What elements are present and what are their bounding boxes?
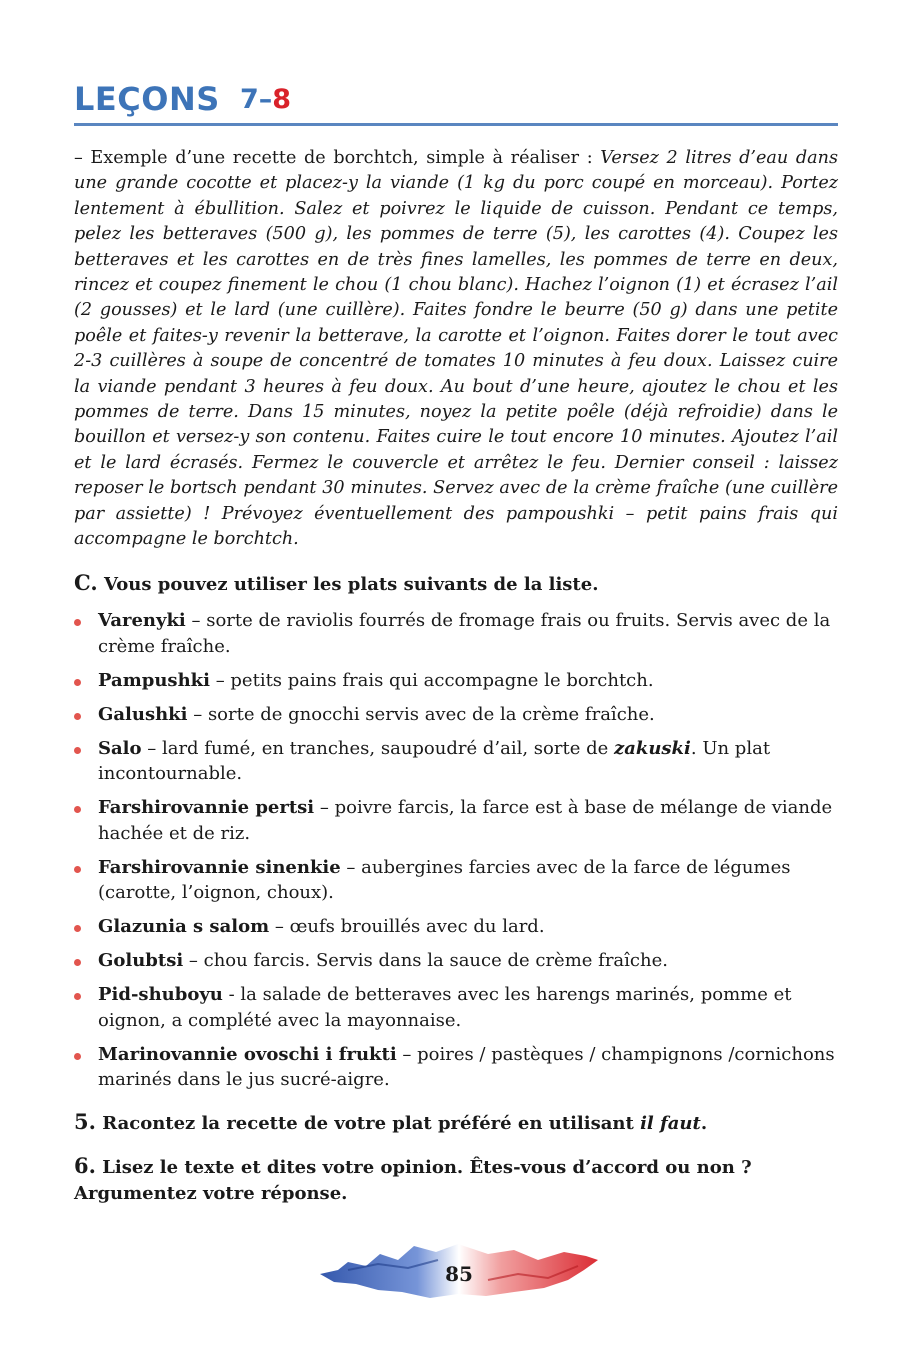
task-5-number: 5. (74, 1109, 96, 1134)
lesson-numbers (240, 84, 291, 115)
bullet-icon (74, 866, 81, 873)
list-item (74, 736, 838, 787)
task-6-text: Lisez le texte et dites votre opinion. Êtes-vous d’accord ou non ? Argumentez votre réponse. (74, 1157, 752, 1204)
task-5 (74, 1109, 838, 1137)
recipe-paragraph (74, 146, 838, 553)
header-rule (74, 123, 838, 126)
lesson-start: 7– (240, 84, 273, 115)
section-c-text: Vous pouvez utiliser les plats suivants de la liste. (103, 574, 599, 595)
dish-desc: – sorte de gnocchi servis avec de la crème fraîche. (187, 703, 655, 725)
bullet-icon (74, 679, 81, 686)
dish-desc: – œufs brouillés avec du lard. (269, 916, 545, 937)
lesson-title: LEÇONS (74, 80, 220, 118)
list-item (74, 855, 838, 906)
bullet-icon (74, 1053, 81, 1060)
bullet-icon (74, 619, 81, 626)
task-5-text: Racontez la recette de votre plat préféré en utilisant (95, 1113, 641, 1134)
dish-desc: – poivre farcis, la farce est à base de mélange de viande hachée et de riz. (98, 797, 833, 844)
dish-name: Varenyki (98, 610, 186, 631)
dish-name: Salo (98, 737, 142, 759)
bullet-icon (74, 713, 81, 720)
list-item (74, 668, 838, 694)
dish-name: Farshirovannie pertsi (98, 797, 315, 818)
dish-emphasis: zakuski (613, 737, 691, 759)
dish-name: Glazunia s salom (98, 916, 270, 937)
bullet-icon (74, 993, 81, 1000)
bullet-icon (74, 806, 81, 813)
bullet-icon (74, 925, 81, 932)
task-6-number: 6. (74, 1153, 96, 1178)
dish-name: Marinovannie ovoschi i frukti (98, 1043, 397, 1065)
lesson-end: 8 (272, 84, 292, 115)
task-5-emphasis: il faut (640, 1113, 701, 1134)
dish-desc: – chou farcis. Servis dans la sauce de crème fraîche. (183, 950, 668, 971)
dish-desc: – lard fumé, en tranches, saupoudré d’ail, sorte de (141, 737, 614, 759)
list-item (74, 948, 838, 974)
dish-desc: – aubergines farcies avec de la farce de légumes (carotte, l’oignon, choux). (98, 856, 791, 903)
bullet-icon (74, 747, 81, 754)
dish-name: Galushki (98, 703, 188, 725)
bullet-icon (74, 959, 81, 966)
dish-desc: – sorte de raviolis fourrés de fromage frais ou fruits. Servis avec de la crème fraîche. (98, 610, 831, 657)
dish-desc-tail: . Un plat incontournable. (98, 737, 771, 784)
task-5-tail: . (700, 1113, 708, 1134)
list-item (74, 795, 838, 846)
list-item (74, 982, 838, 1033)
dish-name: Farshirovannie sinenkie (98, 856, 341, 878)
recipe-lead: – Exemple d’une recette de borchtch, simple à réaliser : (74, 148, 601, 168)
section-c-letter: C. (74, 570, 98, 595)
dish-desc: – poires / pastèques / champignons /cornichons marinés dans le jus sucré-aigre. (98, 1043, 835, 1090)
dish-name: Pampushki (98, 669, 210, 691)
task-6 (74, 1153, 838, 1206)
dish-name: Golubtsi (98, 950, 184, 971)
list-item (74, 914, 838, 940)
list-item (74, 1042, 838, 1093)
dish-list (74, 608, 838, 1101)
page-number: 85 (445, 1262, 473, 1286)
dish-desc: – petits pains frais qui accompagne le borchtch. (209, 669, 654, 691)
list-item (74, 608, 838, 659)
dish-name: Pid-shuboyu (98, 984, 223, 1005)
list-item (74, 702, 838, 728)
recipe-text: Versez 2 litres d’eau dans une grande cocotte et placez-y la viande (1 kg du porc coupé en morceau). Portez lentement à ébullition. Salez et poivrez le liquide de cuisson. Pendant ce temps, pelez les betteraves (500 g), les pommes de terre (5), les carottes (4). Coupez les betteraves et les carottes en de très fines lamelles, les pommes de terre en deux, rincez et coupez finement le chou (1 chou blanc). Hachez l’oignon (1) et écrasez l’ail (2 gousses) et le lard (une cuillère). Faites fondre le beurre (50 g) dans une petite poêle et faites-y revenir la betterave, la carotte et l’oignon. Faites dorer le tout avec 2-3 cuillères à soupe de concentré de tomates 10 minutes à feu doux. Laissez cuire la viande pendant 3 heures à feu doux. Au bout d’une heure, ajoutez le chou et les pommes de terre. Dans 15 minutes, noyez la petite poêle (déjà refroidie) dans le bouillon et versez-y son contenu. Faites cuire le tout encore 10 minutes. Ajoutez l’ail et le lard écrasés. Fermez le couvercle et arrêtez le feu. Dernier conseil : laissez reposer le bortsch pendant 30 minutes. Servez avec de la crème fraîche (une cuillère par assiette) ! Prévoyez éventuellement des pampoushki – petit pains frais qui accompagne le borchtch. (74, 148, 838, 550)
dish-desc: - la salade de betteraves avec les harengs marinés, pomme et oignon, a complété avec la mayonnaise. (98, 984, 792, 1031)
section-c-heading (74, 570, 838, 595)
